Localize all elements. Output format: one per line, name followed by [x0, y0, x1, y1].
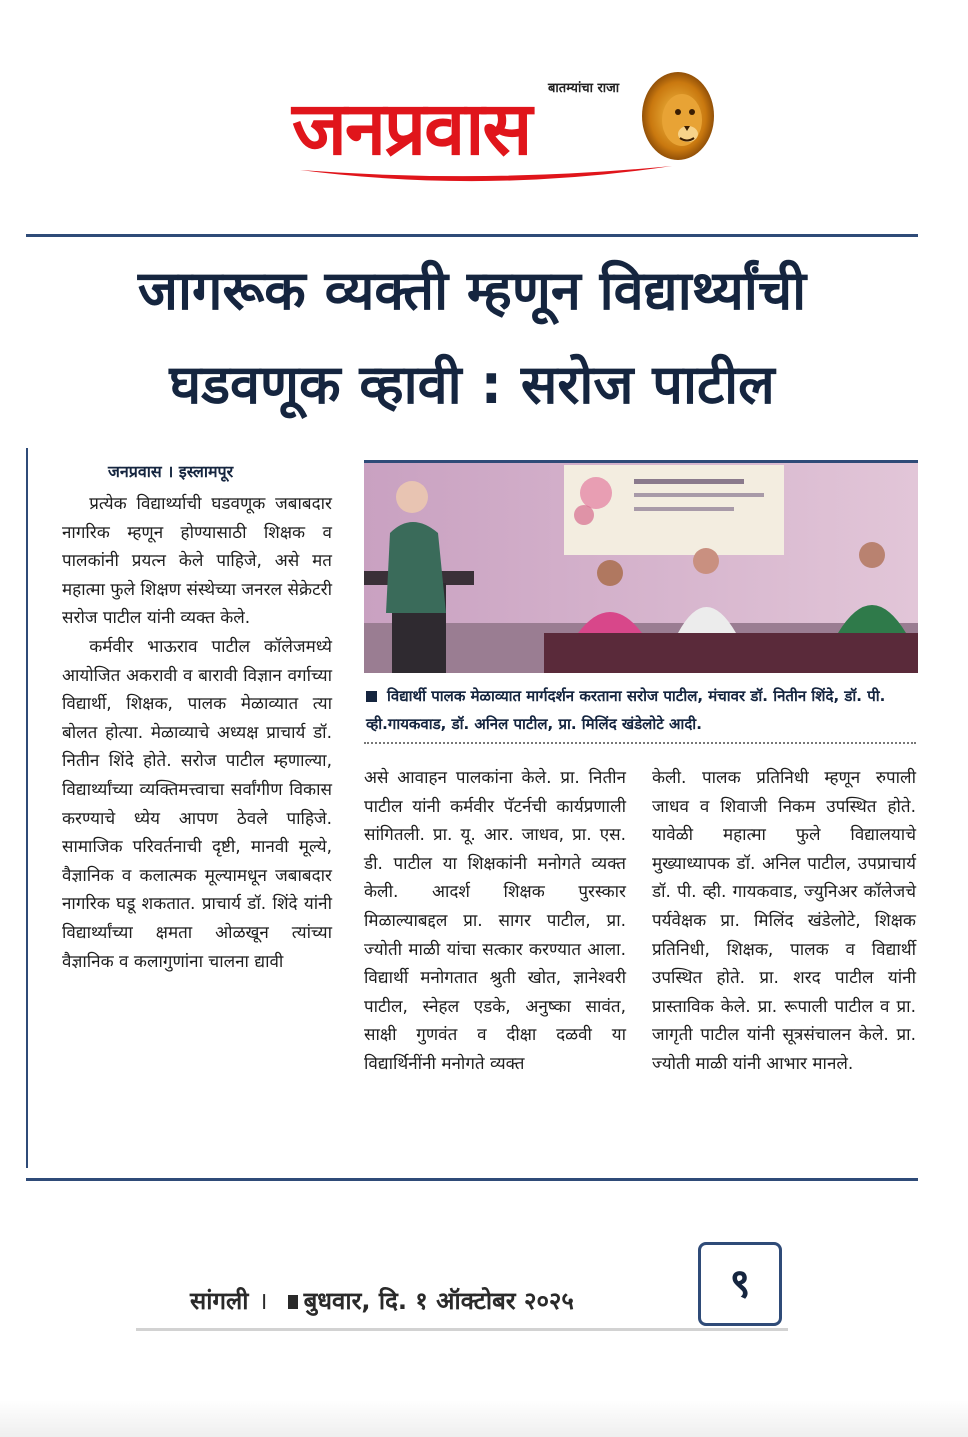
headline: [26, 244, 918, 432]
footer-city: सांगली: [190, 1287, 249, 1315]
dateline: जनप्रवास । इस्लामपूर: [108, 462, 234, 481]
paragraph: असे आवाहन पालकांना केले. प्रा. नितीन पाटील यांनी कर्मवीर पॅटर्नची कार्यप्रणाली सांगितली. प्रा. यू. आर. जाधव, प्रा. एस. डी. पाटील या शिक्षकांनी मनोगते व्यक्त केली. आदर्श शिक्षक पुरस्कार मिळाल्याबद्दल प्रा. सागर पाटील, प्रा. ज्योती माळी यांचा सत्कार करण्यात आला. विद्यार्थी मनोगतात श्रुती खोत, ज्ञानेश्वरी पाटील, स्नेहल एडके, अनुष्का सावंत, साक्षी गुणवंत व दीक्षा दळवी या विद्यार्थिनींनी मनोगते व्यक्त: [364, 768, 626, 1074]
footer-underline: [136, 1328, 788, 1331]
bottom-fade: [0, 1400, 968, 1437]
headline-line-2: घडवणूक व्हावी : सरोज पाटील: [169, 353, 775, 416]
paragraph: प्रत्येक विद्यार्थ्याची घडवणूक जबाबदार नागरिक म्हणून होण्यासाठी शिक्षक व पालकांनी प्रयत्न केले पाहिजे, असे मत महात्मा फुले शिक्षण संस्थेच्या जनरल सेक्रेटरी सरोज पाटील यांनी व्यक्त केले.: [62, 494, 332, 629]
caption-bullet-icon: [366, 691, 377, 702]
headline-line-1: जागरूक व्यक्ती म्हणून विद्यार्थ्यांची: [137, 259, 807, 322]
footer: [190, 1284, 574, 1317]
event-photo-illustration: [364, 463, 918, 673]
caption-divider: [364, 742, 916, 744]
logo-swoosh: [296, 160, 676, 190]
masthead: [0, 0, 968, 230]
article-column-1: [62, 490, 332, 976]
paragraph: केली. पालक प्रतिनिधी म्हणून रुपाली जाधव व शिवाजी निकम उपस्थित होते. यावेळी महात्मा फुले विद्यालयाचे मुख्याध्यापक डॉ. अनिल पाटील, उपप्राचार्य डॉ. पी. व्ही. गायकवाड, ज्युनिअर कॉलेजचे पर्यवेक्षक प्रा. मिलिंद खंडेलोटे, शिक्षक प्रतिनिधी, शिक्षक, पालक व विद्यार्थी उपस्थित होते. प्रा. शरद पाटील यांनी प्रास्ताविक केले. प्रा. रूपाली पाटील व प्रा. जागृती पाटील यांनी सूत्रसंचालन केले. प्रा. ज्योती माळी यांनी आभार मानले.: [652, 768, 916, 1074]
event-photo: [364, 460, 918, 673]
lion-icon: [636, 68, 716, 164]
newspaper-logo: जनप्रवास: [292, 86, 531, 172]
footer-date: बुधवार, दि. १ ऑक्टोबर २०२५: [303, 1287, 574, 1315]
footer-square-icon: [288, 1295, 298, 1309]
left-column-rule: [26, 448, 28, 1168]
bottom-rule: [26, 1178, 918, 1181]
photo-caption-text: विद्यार्थी पालक मेळाव्यात मार्गदर्शन करताना सरोज पाटील, मंचावर डॉ. नितीन शिंदे, डॉ. पी. व्ही.गायकवाड, डॉ. अनिल पाटील, प्रा. मिलिंद खंडेलोटे आदी.: [366, 687, 886, 733]
photo-caption: [366, 682, 918, 738]
masthead-tagline: बातम्यांचा राजा: [548, 81, 620, 96]
footer-separator: ।: [258, 1287, 268, 1315]
article-column-2: [364, 764, 626, 1079]
top-rule: [26, 234, 918, 237]
paragraph: कर्मवीर भाऊराव पाटील कॉलेजमध्ये आयोजित अकरावी व बारावी विज्ञान वर्गाच्या विद्यार्थी, शिक्षक, पालक मेळाव्यात त्या बोलत होत्या. मेळाव्याचे अध्यक्ष प्राचार्य डॉ. नितीन शिंदे होते. सरोज पाटील म्हणाल्या, विद्यार्थ्यांच्या व्यक्तिमत्त्वाचा सर्वांगीण विकास करण्याचे ध्येय आपण ठेवले पाहिजे. सामाजिक परिवर्तनाची दृष्टी, मानवी मूल्ये, वैज्ञानिक व कलात्मक मूल्यामधून जबाबदार नागरिक घडू शकतात. प्राचार्य डॉ. शिंदे यांनी विद्यार्थ्यांच्या क्षमता ओळखून त्यांच्या वैज्ञानिक व कलागुणांना चालना द्यावी: [62, 636, 332, 972]
page-number: ९: [698, 1242, 782, 1326]
article-column-3: [652, 764, 916, 1079]
